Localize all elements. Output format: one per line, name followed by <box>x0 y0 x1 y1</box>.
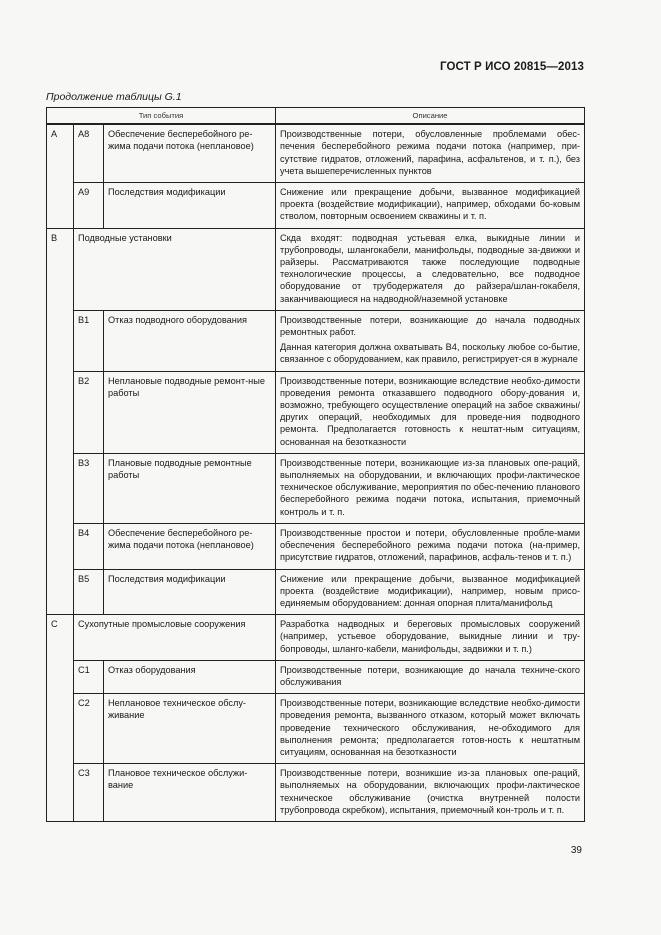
table-row <box>47 615 585 661</box>
event-code: B3 <box>74 453 104 523</box>
group-name: Подводные установки <box>74 228 276 310</box>
event-name: Неплановые подводные ремонт-ные работы <box>104 371 276 453</box>
column-header-description: Описание <box>276 108 585 125</box>
column-header-event-type: Тип события <box>47 108 276 125</box>
table-row <box>47 569 585 615</box>
event-code: C2 <box>74 694 104 764</box>
description-paragraph: Производственные потери, возникающие вследствие необхо-димости проведения ремонта отказавшего подводного обору-дования и, возможно, требующего осуществление операций на забое скважины/других операций, необходимых для проведе-ния подводного ремонта. Предполагается готовность к нештат-ным ситуациям, основанная на безотказности <box>280 375 581 447</box>
event-description <box>276 183 585 229</box>
group-code-c: C <box>47 615 74 822</box>
event-description <box>276 764 585 822</box>
page-number: 39 <box>570 845 582 856</box>
table-row <box>47 310 585 371</box>
table-row <box>47 228 585 310</box>
description-paragraph: Разработка надводных и береговых промысловых сооружений (например, устьевое оборудование, выкидные линии и тру-бопроводы, шланго-кабели, манифольды, задвижки и т. п.) <box>280 619 581 654</box>
group-code-a: A <box>47 124 74 228</box>
event-code: A8 <box>74 124 104 182</box>
event-description <box>276 569 585 615</box>
description-paragraph: Производственные потери, возникающие до начала подводных ремонтных работ. <box>280 314 581 338</box>
table-caption: Продолжение таблицы G.1 <box>46 91 182 103</box>
table-row <box>47 764 585 822</box>
event-code: B1 <box>74 310 104 371</box>
description-paragraph: Скда входят: подводная устьевая елка, выкидные линии и трубопроводы, шлангокабели, манифольды, подводные за-движки и райзеры. Рассматриваются также последующие подводные технологические процессы, а следовательно, все подводное оборудование от трубодержателя до райзера/шлан-гокабеля, заканчивающиеся на надводной/наземной установке <box>280 232 581 304</box>
event-name: Отказ подводного оборудования <box>104 310 276 371</box>
description-paragraph: Производственные простои и потери, обусловленные пробле-мами обеспечения бесперебойного режима подачи потока (на-пример, присутствие гидратов, отложений, парафинов, асфаль-тенов и т. п.) <box>280 527 581 563</box>
event-name: Неплановое техническое обслу-живание <box>104 694 276 764</box>
event-code: B5 <box>74 569 104 615</box>
event-description <box>276 523 585 569</box>
event-code: C1 <box>74 660 104 693</box>
table-header-row <box>47 108 585 125</box>
description-paragraph: Снижение или прекращение добычи, вызванное модификацией проекта (воздействие модификации), например, новым присо-единяемым оборудованием: донная опорная плита/манифольд <box>280 573 581 608</box>
table-row <box>47 124 585 182</box>
event-name: Отказ оборудования <box>104 660 276 693</box>
event-code: C3 <box>74 764 104 822</box>
event-description <box>276 453 585 523</box>
group-name: Сухопутные промысловые сооружения <box>74 615 276 661</box>
description-paragraph: Производственные потери, обусловленные проблемами обес-печения бесперебойного режима подачи потока (например, при-сутствие гидратов, отложений, парафина, асфальтенов, и т. п.), без учета вышеперечисленных пунктов <box>280 129 581 176</box>
event-code: A9 <box>74 183 104 229</box>
event-name: Последствия модификации <box>104 569 276 615</box>
event-name: Обеспечение бесперебойного ре-жима подачи потока (неплановое) <box>104 124 276 182</box>
description-paragraph: Производственные потери, возникшие из-за плановых опе-раций, выполняемых на оборудовании, включающих профи-лактическое техническое обслуживание (очистка внутренней полости трубопровода скребком), испытания, приемочный кон-троль и т. п. <box>280 768 581 815</box>
event-description <box>276 124 585 182</box>
event-name: Плановое техническое обслужи-вание <box>104 764 276 822</box>
standard-designation: ГОСТ Р ИСО 20815—2013 <box>439 61 584 73</box>
group-description <box>276 615 585 661</box>
description-paragraph: Производственные потери, возникающие вследствие необхо-димости проведения ремонта, вызванного отказом, который может включать проведение технического обслуживания, не-обходимого для выполнения ремонта; предполагается готов-ность к нештатным ситуациям, основанная на безотказности <box>280 698 581 757</box>
description-paragraph: Снижение или прекращение добычи, вызванное модификацией проекта (воздействие модификации), например, обходами бо-ковым стволом, повторным освоением скважины и т. п. <box>280 187 581 222</box>
event-description <box>276 310 585 371</box>
event-code: B4 <box>74 523 104 569</box>
event-name: Плановые подводные ремонтные работы <box>104 453 276 523</box>
table-row <box>47 694 585 764</box>
table-row <box>47 453 585 523</box>
table-row <box>47 660 585 693</box>
event-code: B2 <box>74 371 104 453</box>
table-row <box>47 371 585 453</box>
description-paragraph: Производственные потери, возникающие из-за плановых опе-раций, выполняемых на оборудовании, и включающих профи-лактическое техническое обслуживание, мероприятия по обес-печению планового бесперебойного режима подачи потока, испытания, приемочный контроль и т. п. <box>280 457 581 517</box>
event-description <box>276 660 585 693</box>
event-name: Обеспечение бесперебойного ре-жима подачи потока (неплановое) <box>104 523 276 569</box>
event-types-table <box>46 107 585 822</box>
event-description <box>276 694 585 764</box>
description-paragraph: Данная категория должна охватывать B4, поскольку любое со-бытие, связанное с оборудованием, как правило, регистрирует-ся в журнале <box>280 342 581 365</box>
table-row <box>47 523 585 569</box>
group-description <box>276 228 585 310</box>
description-paragraph: Производственные потери, возникающие до начала техниче-ского обслуживания <box>280 664 581 687</box>
event-name: Последствия модификации <box>104 183 276 229</box>
event-description <box>276 371 585 453</box>
table-row <box>47 183 585 229</box>
group-code-b: B <box>47 228 74 614</box>
